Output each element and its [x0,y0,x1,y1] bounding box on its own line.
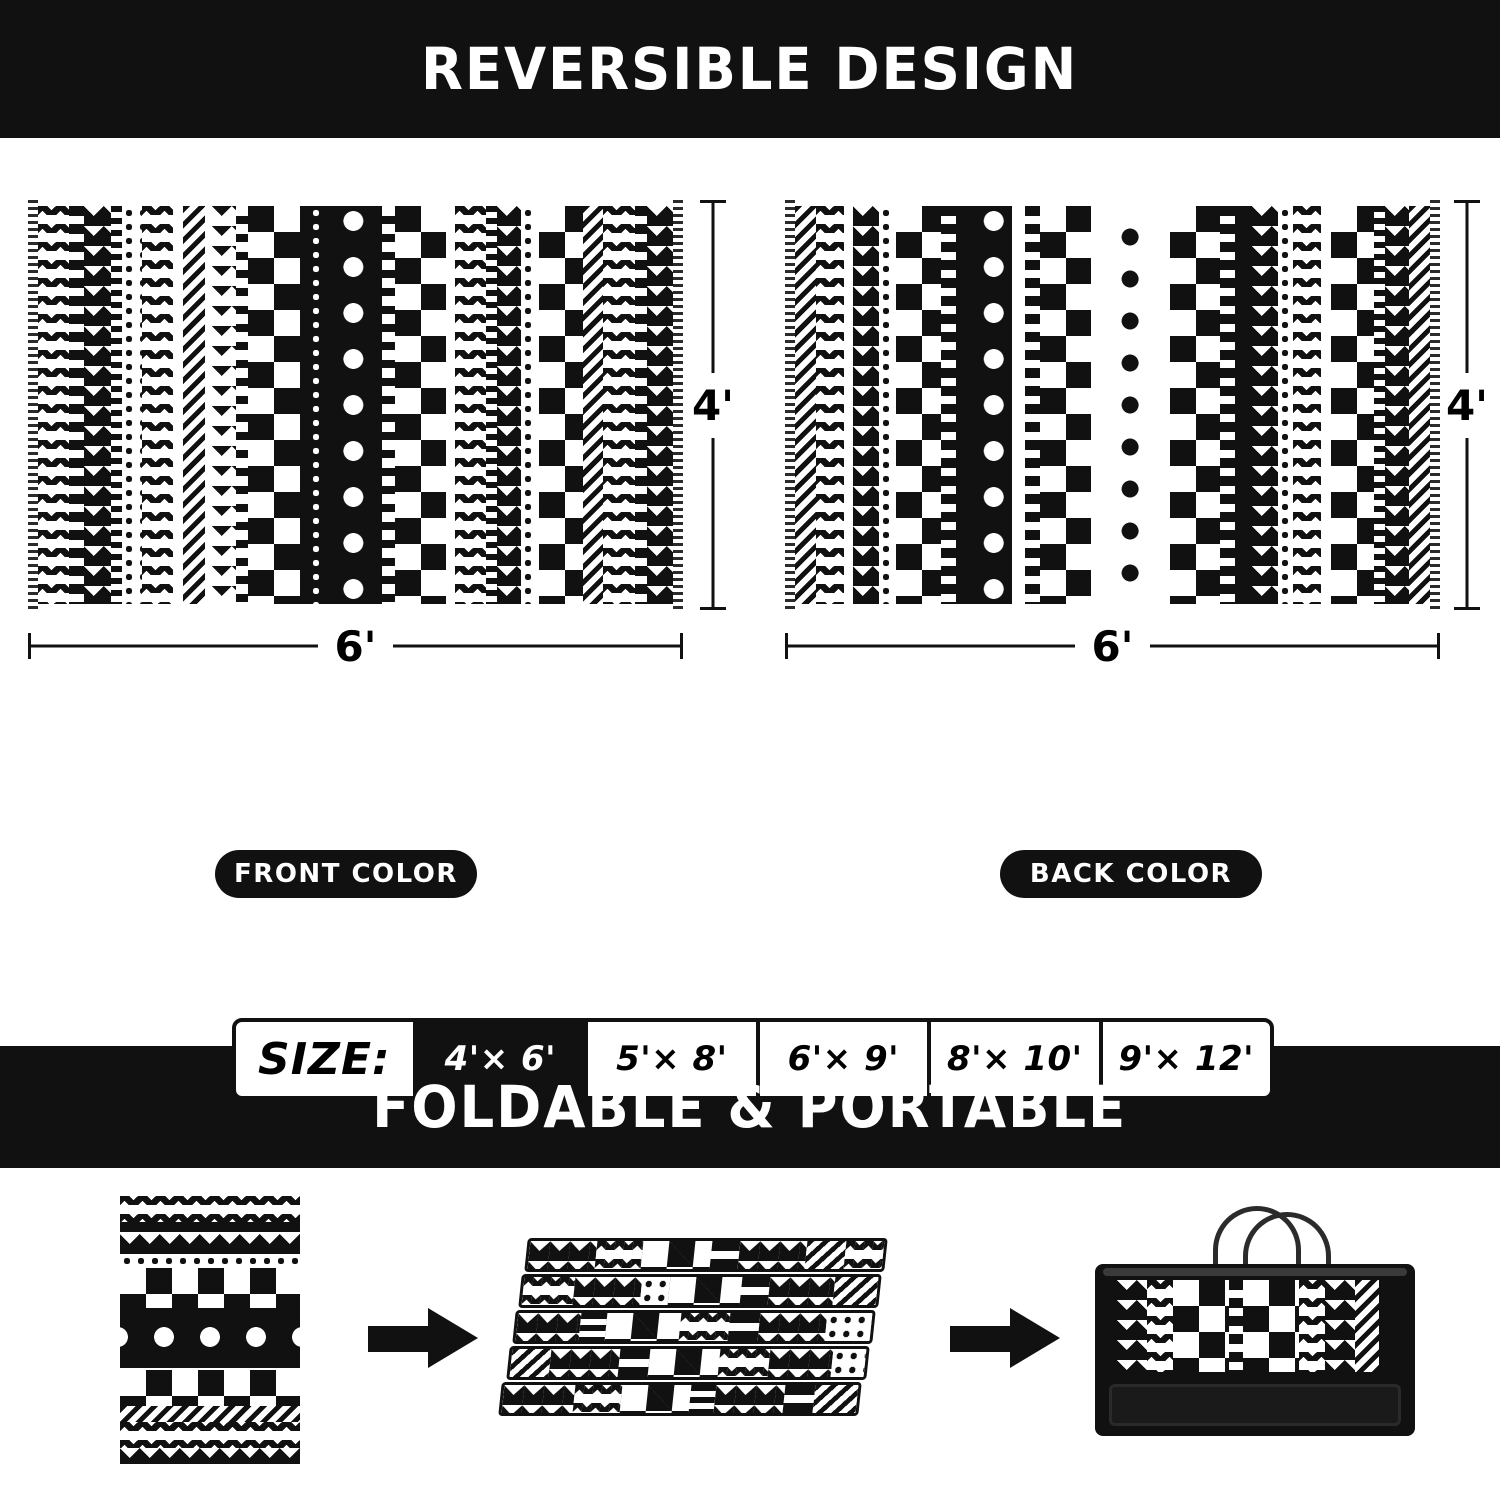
front-mat-height-dimension [690,200,736,610]
front-mat-pattern [38,206,673,604]
front-mat-image [28,200,683,610]
bag-front-pocket [1109,1384,1401,1426]
front-mat-width-dimension [28,621,683,671]
back-mat-image [785,200,1440,610]
arrow-right-icon [368,1308,478,1368]
back-pattern-stripes [795,206,1430,604]
bag-window-rug-pattern [1117,1280,1379,1372]
flat-rug-image [120,1196,300,1464]
front-color-badge: FRONT COLOR [215,850,477,898]
mat-fringe-left [785,200,795,610]
size-selector-label: SIZE: [258,1033,391,1085]
back-mat-height-dimension [1444,200,1490,610]
size-option-0[interactable]: 4'× 6' [413,1022,584,1096]
size-option-4[interactable]: 9'× 12' [1099,1022,1270,1096]
mat-fringe-right [1430,200,1440,610]
back-color-badge: BACK COLOR [1000,850,1262,898]
foldable-portable-title: FOLDABLE & PORTABLE [372,1073,1128,1141]
front-mat-block [28,200,683,671]
foldable-portable-section [0,1168,1500,1468]
bag-zipper [1103,1268,1407,1276]
size-option-3[interactable]: 8'× 10' [927,1022,1098,1096]
front-pattern-stripes [38,206,673,604]
reversible-design-title: REVERSIBLE DESIGN [421,35,1079,103]
flat-rug-pattern [120,1196,300,1464]
front-height-label: 4' [688,373,738,438]
reversible-design-banner [0,0,1500,138]
back-mat-width-dimension [785,621,1440,671]
back-mat-pattern [795,206,1430,604]
arrow-right-icon [950,1308,1060,1368]
front-width-label: 6' [318,620,392,673]
mat-fringe-right [673,200,683,610]
mat-fringe-left [28,200,38,610]
back-height-label: 4' [1442,373,1492,438]
folded-rug-stack [500,1238,890,1428]
carry-bag-image [1095,1206,1415,1436]
size-option-2[interactable]: 6'× 9' [756,1022,927,1096]
size-option-1[interactable]: 5'× 8' [584,1022,755,1096]
back-width-label: 6' [1075,620,1149,673]
back-mat-block [785,200,1440,671]
reversible-design-section [0,138,1500,1085]
